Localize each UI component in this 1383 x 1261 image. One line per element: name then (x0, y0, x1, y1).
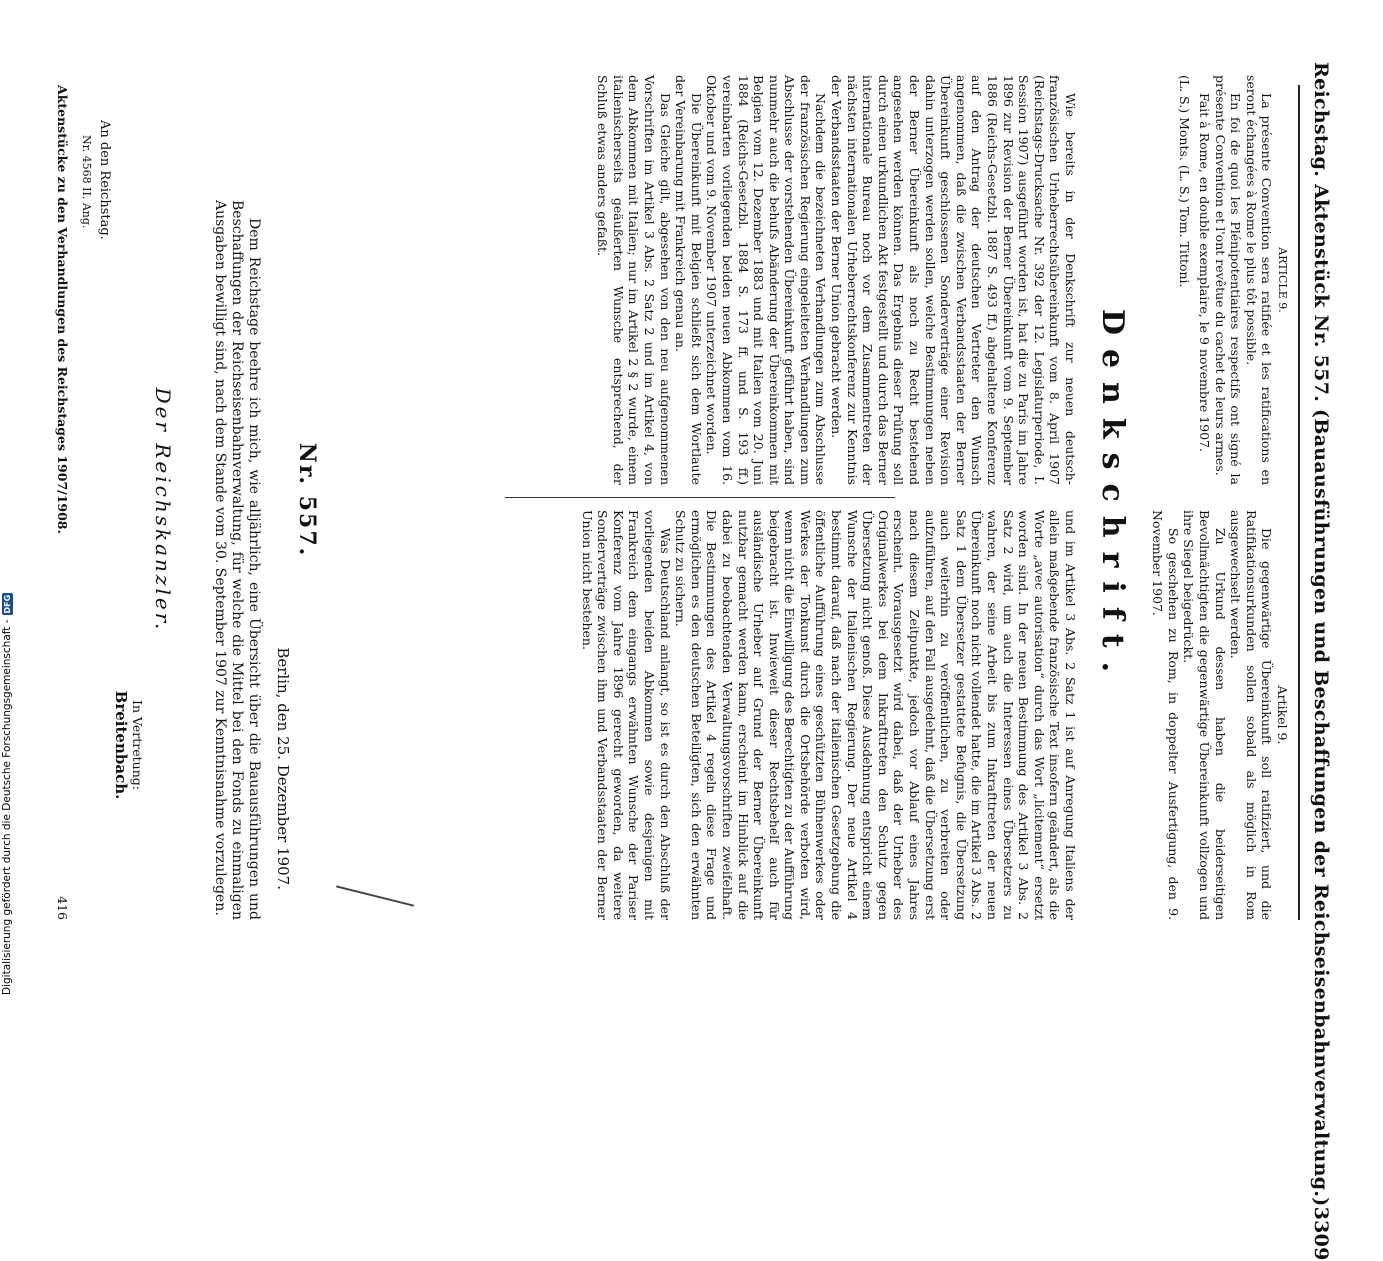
treaty-french-column (1177, 75, 1290, 485)
denkschrift-right-p2: Was Deutschland anlangt, so ist es durch den Abschluß der vorliegenden beiden Abkommen sowie desjenigen mit Frankreich dem eingangs erwähnten Wunsche der Pariser Konferenz vom Jahre 1896 gerecht geworden, da weitere Sonderverträge zwischen ihm und Verbandsstaaten der Berner Union nicht bestehen. (579, 510, 673, 920)
article-de-heading: Artikel 9. (1275, 685, 1290, 745)
letter-place-date: Berlin, den 25. Dezember 1907. (274, 647, 292, 890)
denkschrift-right-column (579, 510, 1078, 920)
signatures-fr: (L. S.) Monts. (L. S.) Tom. Tittoni. (1177, 75, 1193, 288)
denkschrift-title: Denkschrift. (1095, 308, 1130, 687)
deputy-name: Breitenbach. (112, 690, 130, 800)
page-number: 3309 (1310, 1206, 1332, 1261)
header-title: Reichstag. Aktenstück Nr. 557. (Bauausführungen und Beschaffungen der Reichseisenbahnverwaltung.) (1310, 62, 1332, 1207)
letter-number: Nr. 557. (294, 442, 320, 558)
denkschrift-right-p1: und im Artikel 3 Abs. 2 Satz 1 ist auf Anregung Italiens der allein maßgebende französische Text insofern geändert, als die Worte „avec autorisation“ durch das Wort „licitement“ ersetzt worden sind. In der neuen Bestimmung des Artikel 3 Abs. 2 Satz 2 wird, um auch die Interessen eines Übersetzers zu wahren, der seine Arbeit bis zum Inkrafttreten der neuen Übereinkunft noch nicht vollendet hatte, die im Artikel 3 Abs. 2 Satz 1 dem Übersetzer gestattete Befugnis, die Übersetzung auch weiterhin zu veröffentlichen, zu verbreiten oder aufzuführen, auf den Fall ausgedehnt, daß die Übersetzung erst nach diesem Zeitpunkte, jedoch vor Ablauf eines Jahres erscheint. Vorausgesetzt wird dabei, daß der Urheber des Originalwerkes bei dem Inkrafttreten den Schutz gegen Übersetzung nicht genoß. Diese Ausdehnung entspricht einem Wunsche der Italienischen Regierung. Der neue Artikel 4 bestimmt darauf, daß nach der italienischen Gesetzgebung die öffentliche Aufführung eines geschützten Bühnenwerkes oder Werkes der Tonkunst durch die Ortsbehörde verboten wird, wenn nicht die Einwilligung des Berechtigten zu der Aufführung beigebracht ist. Inwieweit dieser Rechtsbehelf auch für ausländische Urheber auf Grund der Berner Übereinkunft nutzbar gemacht werden kann, erscheint im Hinblick auf die dabei zu beobachtenden Verwaltungsvorschriften zweifelhaft. Die Bestimmungen des Artikel 4 regeln diese Frage und ermöglichen es den deutschen Beteiligten, sich den erwähnten Schutz zu sichern. (673, 510, 1078, 920)
running-header (1310, 62, 1332, 1261)
letter-sender: Der Reichskanzler. (151, 387, 175, 633)
urkund-text: Zu Urkund dessen haben die beiderseitigen Bevollmächtigten die gegenwärtige Übereinkunft vollzogen und ihre Siegel beigedrückt. (1181, 510, 1228, 920)
footer-page: 416 (55, 896, 70, 920)
article-de-text: Die gegenwärtige Übereinkunft soll ratifiziert, und die Ratifikationsurkunden sollen sobald als möglich in Rom ausgewechselt werden. (1228, 510, 1275, 920)
digitization-credit (0, 594, 14, 995)
article-fr-heading: ARTICLE 9. (1276, 247, 1289, 313)
foi-text: En foi de quoi les Plénipotentiaires respectifs ont signé la présente Convention et l'ont revêtue du cachet de leurs armes. (1212, 75, 1244, 485)
header-rule (1298, 85, 1300, 920)
deputy-label: In Vertretung: (130, 700, 145, 790)
denkschrift-left-p2: Nachdem die bezeichneten Verhandlungen zum Abschlusse der französischen Regierung eingeleiteten Verhandlungen zum Abschlusse der vorstehenden Übereinkunft geführt haben, sind nunmehr auch die behufs Abänderung der Übereinkommen mit Belgien vom 12. Dezember 1883 und mit Italien vom 20. Juni 1884 (Reichs-Gesetzbl. 1884 S. 173 ff. und S. 193 ff.) vereinbarten vorliegenden beiden neuen Abkommen vom 16. Oktober und vom 9. November 1907 unterzeichnet worden. (704, 75, 829, 485)
credit-text: Digitalisierung gefördert durch die Deutsche Forschungsgemeinschaft - (1, 619, 13, 995)
denkschrift-left-p3: Die Übereinkunft mit Belgien schließt sich dem Wortlaute der Vereinbarung mit Frankreich genau an. (673, 75, 704, 485)
letter-recipient: An den Reichstag. (97, 120, 112, 240)
letter-body-text: Dem Reichstage beehre ich mich, wie alljährlich, eine Übersicht über die Bauausführungen und Beschaffungen der Reichseisenbahnverwaltung, für welche die Mittel bei den Fonds zu einmaligen Ausgaben bewilligt sind, nach dem Stande vom 30. September 1907 zur Kenntnisnahme vorzulegen. (212, 200, 262, 920)
dfg-logo: DFG (2, 594, 12, 614)
treaty-german-column (1150, 510, 1290, 920)
document-page (30, 0, 1340, 1261)
pen-mark (336, 885, 414, 906)
geschehen-text: So geschehen zu Rom, in doppelter Ausfertigung, den 9. November 1907. (1150, 510, 1181, 920)
denkschrift-left-column (595, 75, 1078, 485)
article-fr-text: La présente Convention sera ratifiée et les ratifications en seront échangées à Rome le plus tôt possible. (1243, 75, 1275, 485)
denkschrift-left-p4: Das Gleiche gilt, abgesehen von den neu aufgenommenen Vorschriften im Artikel 3 Abs. 2 Satz 2 und im Artikel 4, von dem Abkommen mit Italien; nur im Artikel 2 § 2 wurde, einem italienischerseits geäußerten Wunsche entsprechend, der Schluß etwas anders gefaßt. (595, 75, 673, 485)
denkschrift-left-p1: Wie bereits in der Denkschrift zur neuen deutsch-französischen Urheberrechtsübereinkunft vom 8. April 1907 (Reichstags-Drucksache Nr. 392 der 12. Legislaturperiode, I. Session 1907) ausgeführt worden ist, hat die zu Paris im Jahre 1896 zur Revision der Berner Übereinkunft vom 9. September 1886 (Reichs-Gesetzbl. 1887 S. 493 ff.) abgehaltene Konferenz auf den Antrag der deutschen Vertreter den Wunsch angenommen, daß die zwischen Verbandsstaaten der Berner Übereinkunft geschlossenen Sonderverträge einer Revision dahin unterzogen werden sollen, welche Bestimmungen neben der Berner Übereinkunft als noch zu Recht bestehend angesehen werden können. Das Ergebnis dieser Prüfung soll durch einen urkundlichen Akt festgestellt und durch das Berner internationale Bureau noch vor dem Zusammentreten der nächsten internationalen Urheberrechtskonferenz zur Kenntnis der Verbandsstaaten der Berner Union gebracht werden. (829, 75, 1078, 485)
letter-body (211, 200, 262, 920)
fait-text: Fait à Rome, en double exemplaire, le 9 novembre 1907. (1197, 93, 1213, 452)
column-divider (505, 497, 895, 498)
letter-ref: Nr. 4568 II. Ang. (80, 135, 93, 229)
footer-title: Aktenstücke zu den Verhandlungen des Reichstages 1907/1908. (55, 85, 70, 534)
